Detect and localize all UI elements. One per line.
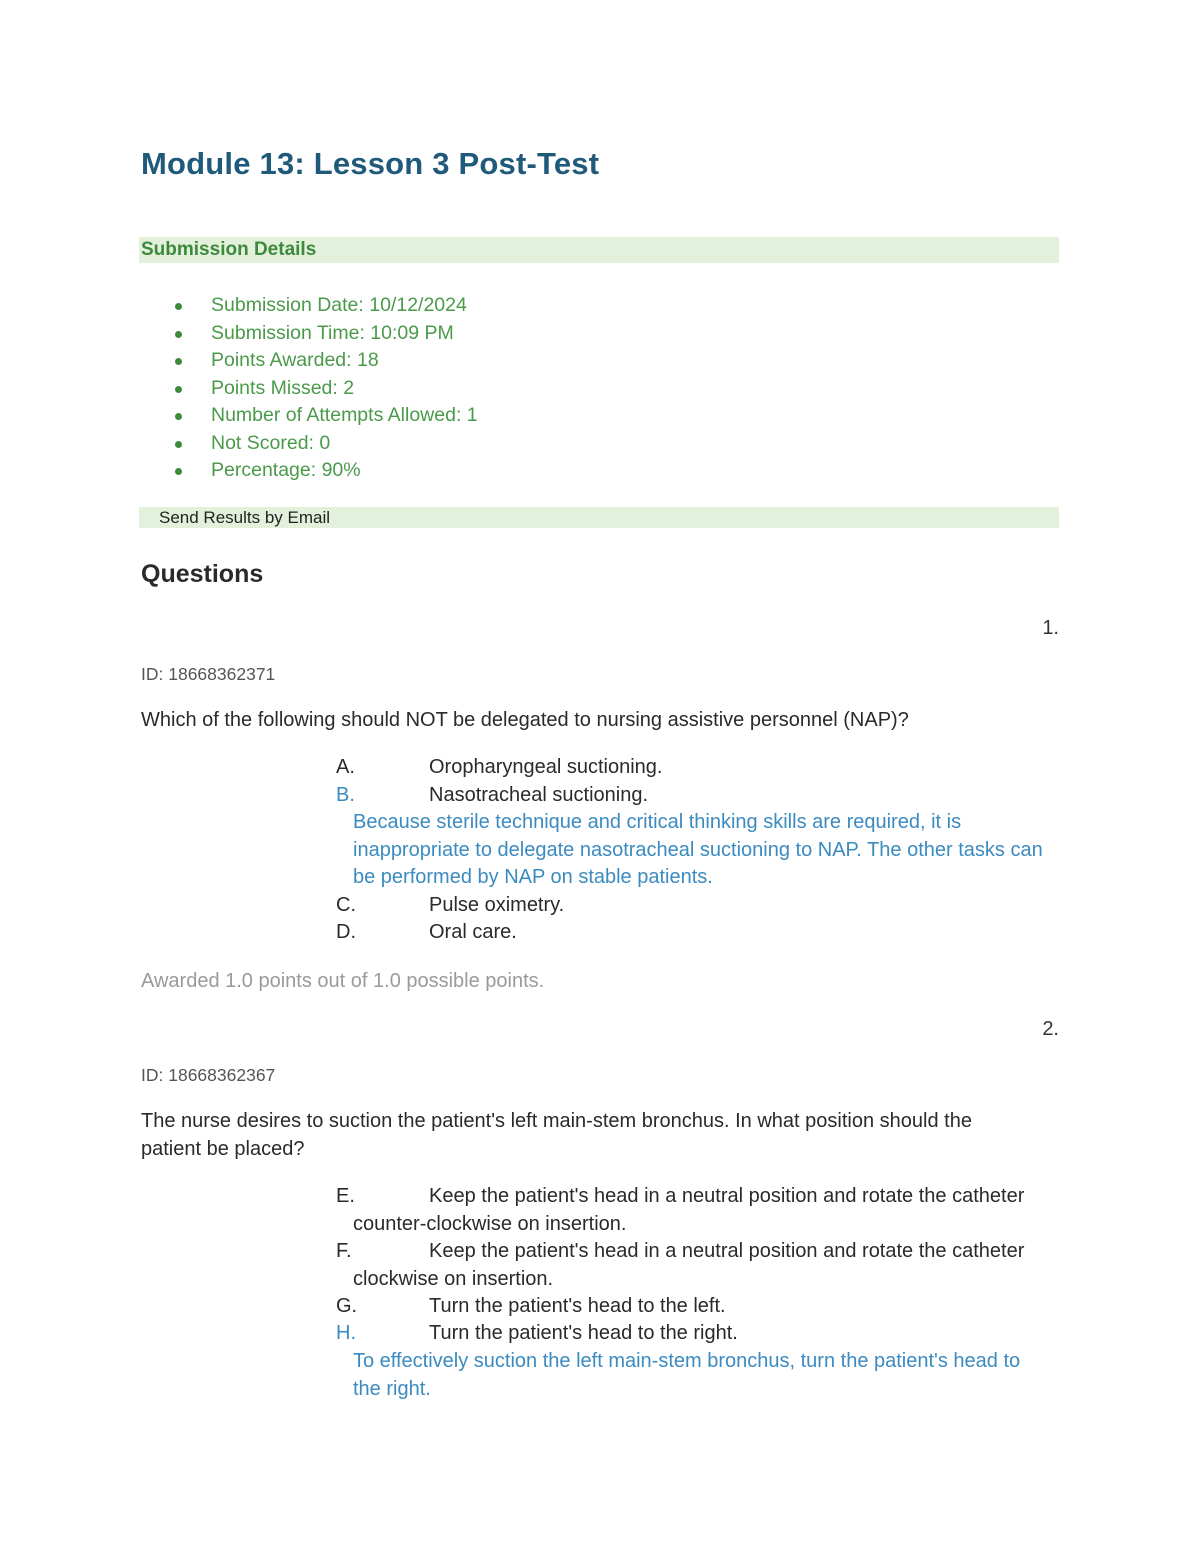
submission-details-bar — [139, 237, 1059, 263]
option-letter: E. — [336, 1185, 355, 1207]
answer-option-correct — [336, 782, 1056, 810]
option-letter: D. — [336, 921, 356, 943]
points-awarded: Points Awarded: 18 — [211, 349, 379, 371]
answer-option-correct — [336, 1320, 1056, 1348]
option-letter: C. — [336, 894, 356, 916]
send-results-email-link[interactable]: Send Results by Email — [159, 508, 331, 527]
submission-details-list — [175, 292, 478, 485]
option-text: Turn the patient's head to the left. — [429, 1295, 726, 1317]
answer-option — [336, 919, 1056, 947]
question-text: Which of the following should NOT be delegated to nursing assistive personnel (NAP)? — [141, 709, 909, 731]
list-item — [175, 430, 478, 458]
option-letter: G. — [336, 1295, 358, 1317]
bullet-icon — [175, 331, 182, 338]
bullet-icon — [175, 386, 182, 393]
not-scored: Not Scored: 0 — [211, 431, 331, 454]
question-id: ID: 18668362371 — [141, 664, 276, 684]
list-item — [175, 402, 478, 430]
bullet-icon — [175, 413, 182, 420]
attempts-allowed: Number of Attempts Allowed: 1 — [211, 404, 478, 426]
answer-option — [336, 1183, 1056, 1238]
option-letter: B. — [336, 784, 355, 806]
bullet-icon — [175, 441, 182, 448]
bullet-icon — [175, 303, 182, 310]
question-number: 1. — [1042, 617, 1059, 639]
list-item — [175, 320, 478, 348]
list-item — [175, 292, 478, 320]
points-awarded-note: Awarded 1.0 points out of 1.0 possible points. — [141, 970, 545, 992]
option-text: Oropharyngeal suctioning. — [429, 756, 663, 778]
option-letter: F. — [336, 1240, 352, 1262]
list-item — [175, 375, 478, 403]
answer-option — [336, 1238, 1056, 1293]
submission-details-heading: Submission Details — [141, 239, 317, 260]
send-results-bar — [139, 507, 1059, 528]
submission-time: Submission Time: 10:09 PM — [211, 321, 454, 344]
option-text: Pulse oximetry. — [429, 894, 565, 916]
answer-explanation: Because sterile technique and critical thinking skills are required, it is inappropriate to delegate nasotracheal suctioning to NAP. The other tasks can be performed by NAP on stable patients. — [353, 811, 1043, 888]
option-text-continued: counter-clockwise on insertion. — [353, 1212, 627, 1235]
option-letter: A. — [336, 756, 355, 778]
bullet-icon — [175, 358, 182, 365]
option-text: Oral care. — [429, 921, 517, 943]
questions-heading: Questions — [141, 560, 264, 588]
answer-option — [336, 892, 1056, 920]
page-title: Module 13: Lesson 3 Post-Test — [141, 146, 600, 181]
bullet-icon — [175, 468, 182, 475]
answer-explanation: To effectively suction the left main-stem bronchus, turn the patient's head to the right. — [353, 1350, 1021, 1400]
answer-option — [336, 1293, 1056, 1321]
option-text: Keep the patient's head in a neutral position and rotate the catheter — [429, 1240, 1025, 1262]
answer-option — [336, 754, 1056, 782]
question-text: The nurse desires to suction the patient's left main-stem bronchus. In what position should the patient be placed? — [141, 1110, 972, 1160]
option-text: Nasotracheal suctioning. — [429, 784, 649, 806]
option-text-continued: clockwise on insertion. — [353, 1267, 554, 1290]
points-missed: Points Missed: 2 — [211, 376, 355, 399]
option-letter: H. — [336, 1322, 356, 1344]
question-id: ID: 18668362367 — [141, 1065, 276, 1085]
list-item — [175, 457, 478, 485]
submission-date: Submission Date: 10/12/2024 — [211, 294, 467, 316]
option-text: Keep the patient's head in a neutral position and rotate the catheter — [429, 1185, 1025, 1207]
option-text: Turn the patient's head to the right. — [429, 1322, 738, 1344]
list-item — [175, 347, 478, 375]
question-number: 2. — [1042, 1018, 1059, 1040]
percentage: Percentage: 90% — [211, 459, 361, 481]
